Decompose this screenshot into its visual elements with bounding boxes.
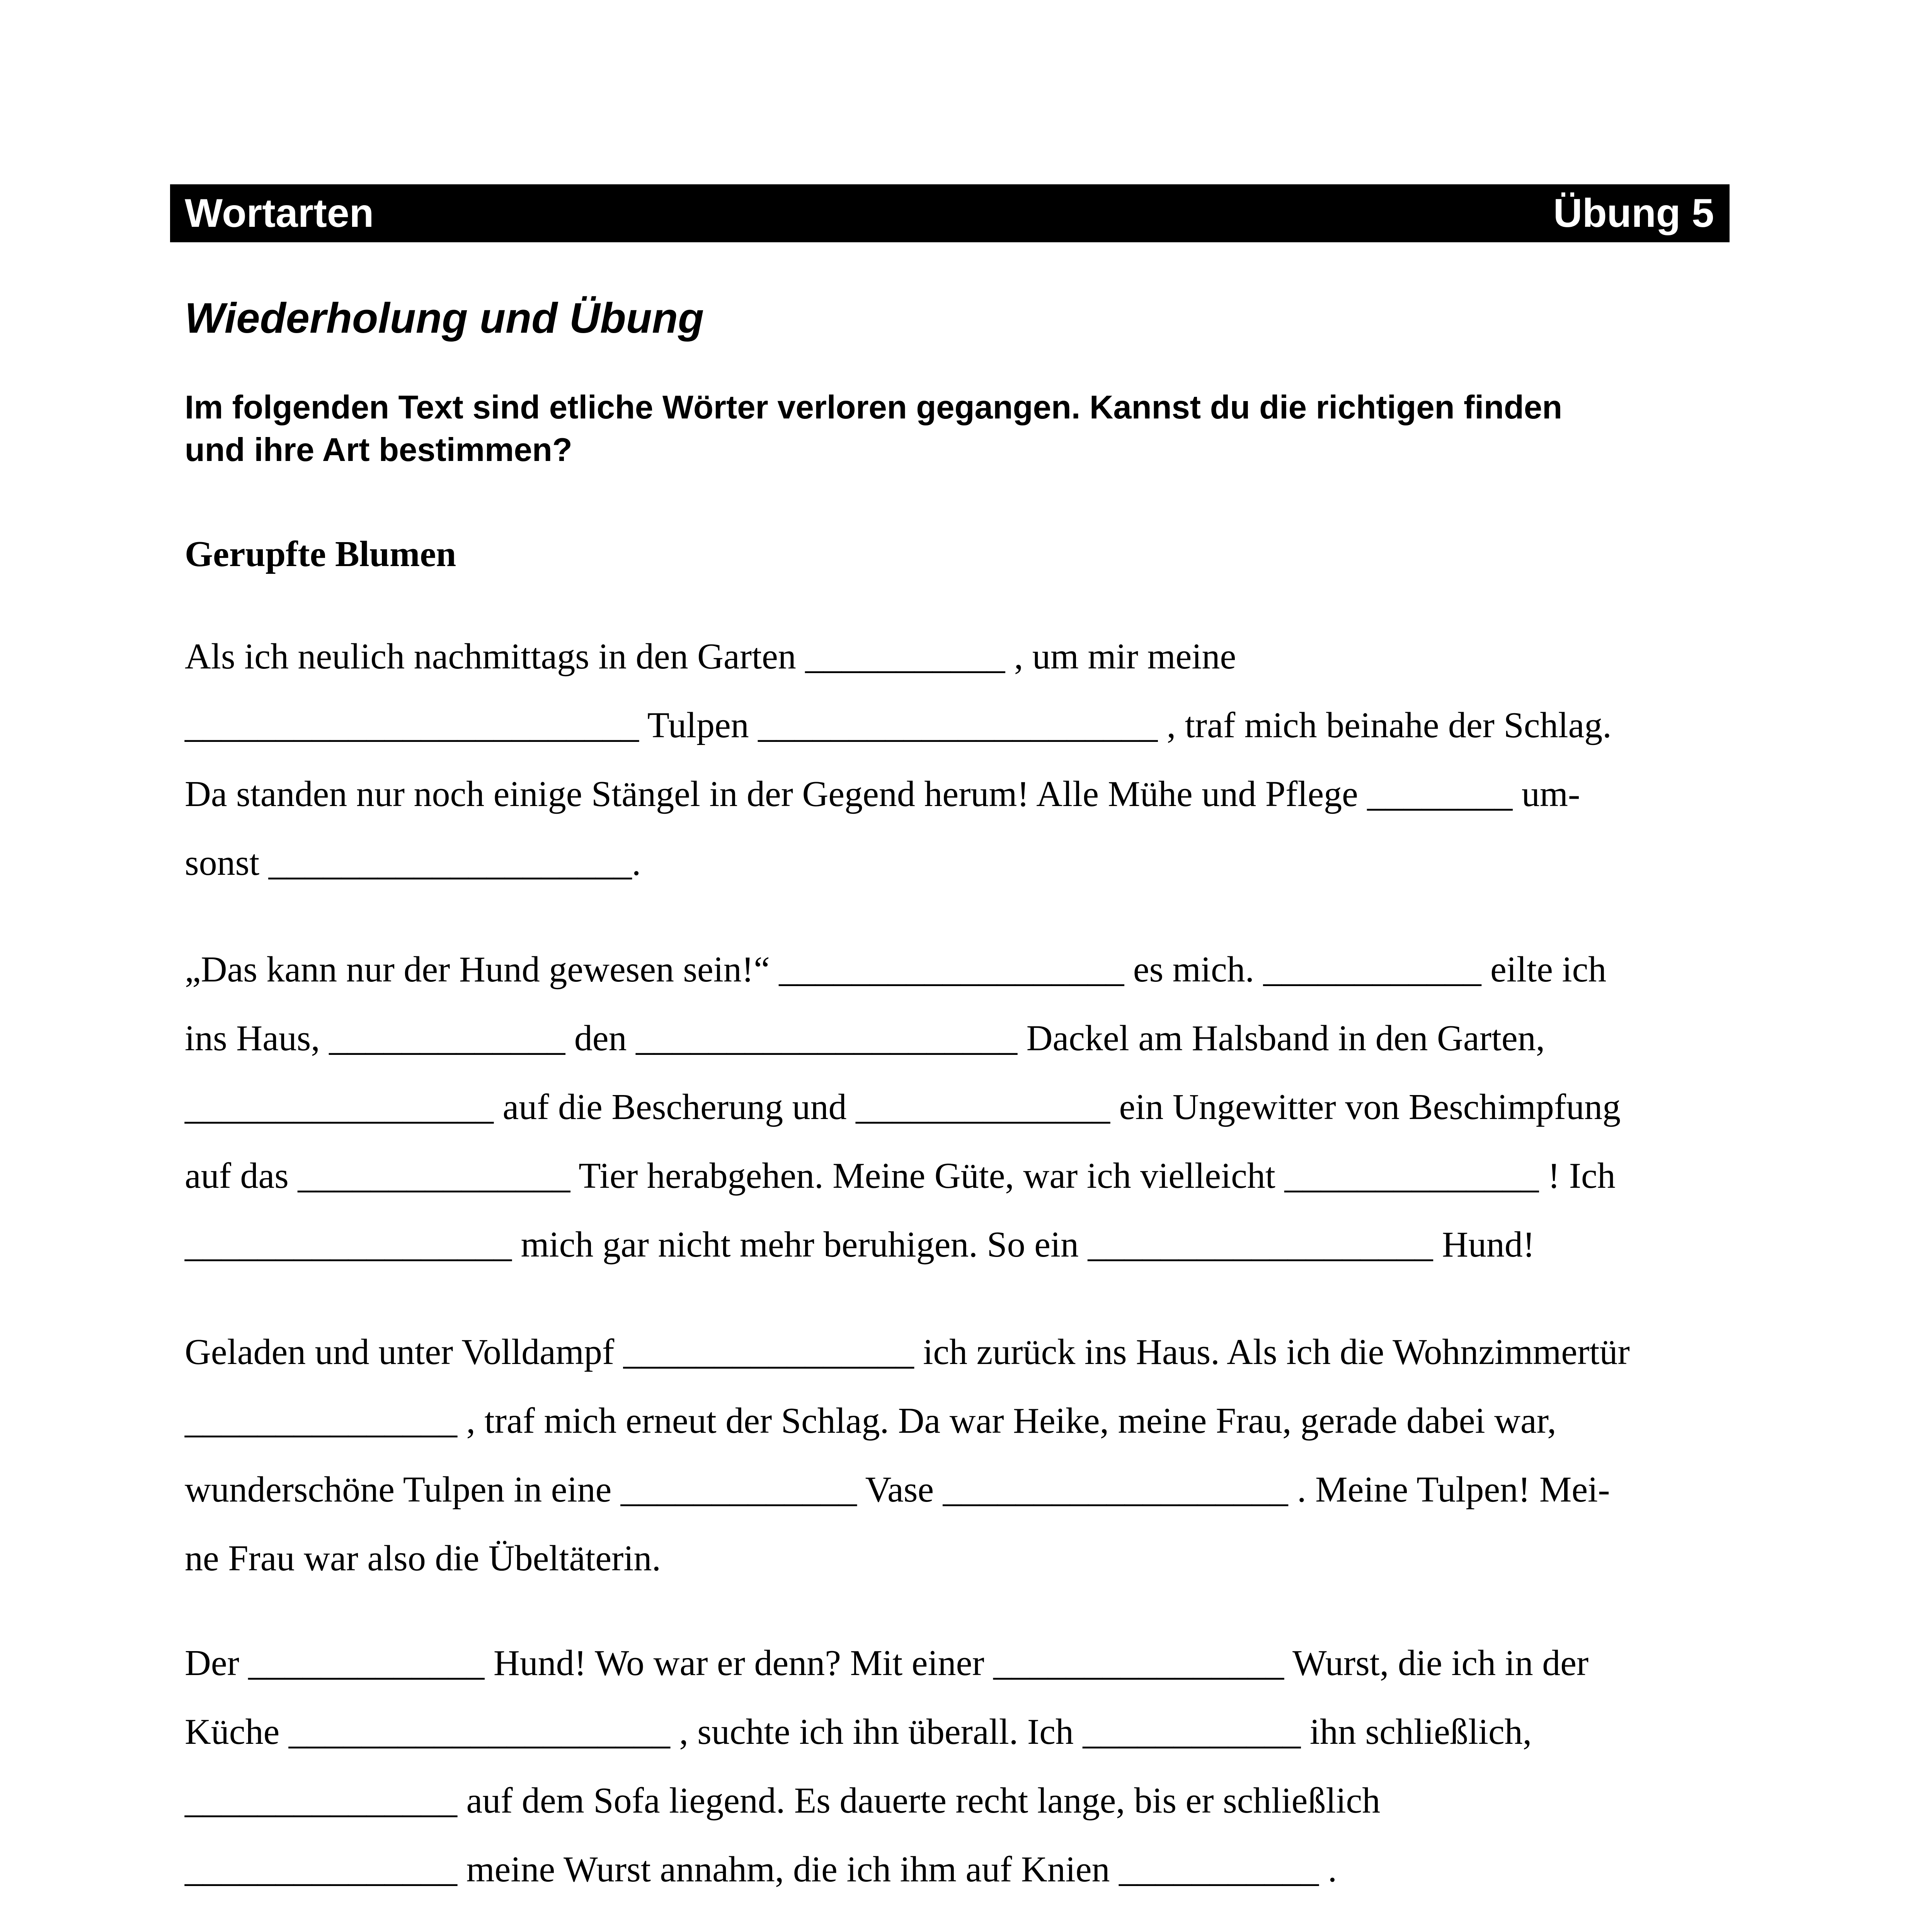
text-line: _______________ auf dem Sofa liegend. Es dauerte recht lange, bis er schließlich	[185, 1781, 1381, 1821]
text-line: Geladen und unter Volldampf ________________ ich zurück ins Haus. Als ich die Wohnzimmertür	[185, 1332, 1630, 1372]
text-line: ins Haus, _____________ den _____________________ Dackel am Halsband in den Garten,	[185, 1018, 1545, 1058]
instruction	[185, 386, 1727, 471]
text-line: Als ich neulich nachmittags in den Garten ___________ , um mir meine	[185, 636, 1236, 677]
text-line: auf das _______________ Tier herabgehen. Meine Güte, war ich vielleicht ______________ ! Ich	[185, 1156, 1616, 1196]
section-header-bar	[170, 184, 1730, 242]
text-line: _________________ auf die Bescherung und ______________ ein Ungewitter von Beschimpfung	[185, 1087, 1621, 1127]
paragraph-2	[185, 935, 1762, 1279]
text-line: __________________ mich gar nicht mehr beruhigen. So ein ___________________ Hund!	[185, 1225, 1535, 1265]
text-line: „Das kann nur der Hund gewesen sein!“ ___________________ es mich. ____________ eilte ich	[185, 949, 1607, 990]
exercise-number: Übung 5	[1553, 190, 1714, 236]
text-line: wunderschöne Tulpen in eine _____________ Vase ___________________ . Meine Tulpen! Mei-	[185, 1469, 1610, 1510]
text-line: ne Frau war also die Übeltäterin.	[185, 1538, 661, 1578]
text-line: Der _____________ Hund! Wo war er denn? Mit einer ________________ Wurst, die ich in der	[185, 1643, 1589, 1683]
instruction-line: Im folgenden Text sind etliche Wörter verloren gegangen. Kannst du die richtigen finden	[185, 389, 1563, 426]
paragraph-3	[185, 1318, 1762, 1593]
text-line: sonst ____________________.	[185, 843, 641, 883]
section-title: Wortarten	[185, 190, 374, 236]
text-line: _______________ meine Wurst annahm, die ich ihm auf Knien ___________ .	[185, 1849, 1337, 1889]
text-line: _______________ , traf mich erneut der Schlag. Da war Heike, meine Frau, gerade dabei war,	[185, 1401, 1556, 1441]
story-title: Gerupfte Blumen	[185, 534, 456, 574]
paragraph-1	[185, 622, 1762, 897]
text-line: Da standen nur noch einige Stängel in der Gegend herum! Alle Mühe und Pflege ________ um-	[185, 774, 1580, 814]
paragraph-4	[185, 1629, 1762, 1904]
text-line: Küche _____________________ , suchte ich ihn überall. Ich ____________ ihn schließlich,	[185, 1712, 1532, 1752]
text-line: _________________________ Tulpen ______________________ , traf mich beinahe der Schlag.	[185, 705, 1612, 745]
instruction-line: und ihre Art bestimmen?	[185, 432, 572, 468]
subtitle: Wiederholung und Übung	[185, 294, 704, 342]
